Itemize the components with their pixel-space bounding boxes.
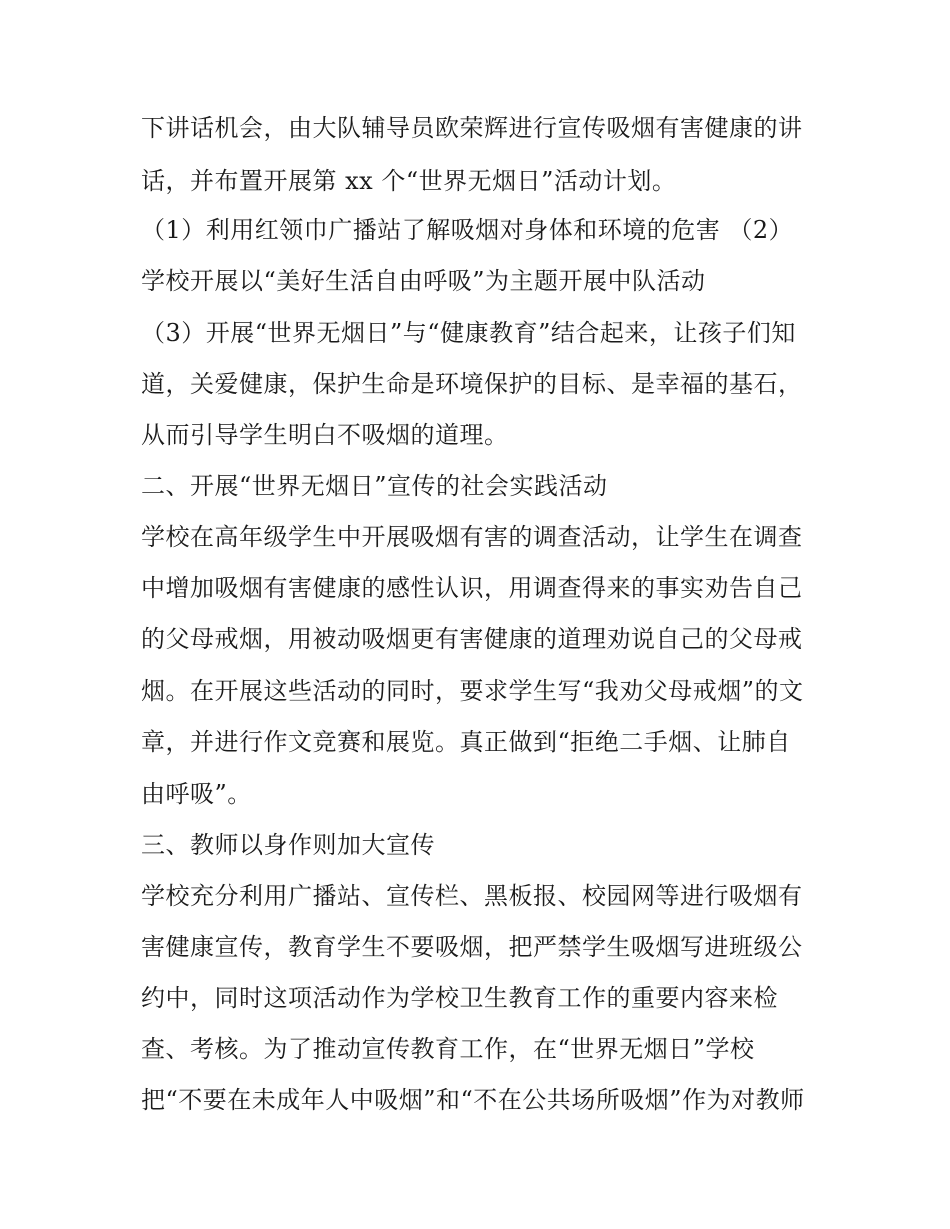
- text-line: 道，关爱健康，保护生命是环境保护的目标、是幸福的基石，: [141, 370, 803, 398]
- text-line: 话，并布置开展第 xx 个“世界无烟日”活动计划。: [141, 167, 677, 195]
- text-line: 下讲话机会，由大队辅导员欧荣辉进行宣传吸烟有害健康的讲: [141, 114, 803, 142]
- text-line: 烟。在开展这些活动的同时，要求学生写“我劝父母戒烟”的文: [141, 677, 804, 705]
- text-line: 查、考核。为了推动宣传教育工作，在“世界无烟日”学校: [141, 1035, 755, 1063]
- text-line: 约中，同时这项活动作为学校卫生教育工作的重要内容来检: [141, 984, 778, 1012]
- text-line: 由呼吸”。: [141, 780, 252, 808]
- text-line: （3）开展“世界无烟日”与“健康教育”结合起来，让孩子们知: [141, 319, 796, 347]
- text-line: 把“不要在未成年人中吸烟”和“不在公共场所吸烟”作为对教师: [141, 1086, 805, 1114]
- text-line: 学校充分利用广播站、宣传栏、黑板报、校园网等进行吸烟有: [141, 882, 803, 910]
- section-heading: 三、教师以身作则加大宣传: [141, 831, 435, 859]
- text-line: 学校在高年级学生中开展吸烟有害的调查活动，让学生在调查: [141, 523, 803, 551]
- text-line: （1）利用红领巾广播站了解吸烟对身体和环境的危害 （2）: [141, 216, 794, 244]
- text-line: 章，并进行作文竞赛和展览。真正做到“拒绝二手烟、让肺自: [141, 728, 791, 756]
- text-line: 的父母戒烟，用被动吸烟更有害健康的道理劝说自己的父母戒: [141, 625, 803, 653]
- text-line: 中增加吸烟有害健康的感性认识，用调查得来的事实劝告自己: [141, 574, 803, 602]
- text-line: 害健康宣传，教育学生不要吸烟，把严禁学生吸烟写进班级公: [141, 933, 803, 961]
- text-line: 学校开展以“美好生活自由呼吸”为主题开展中队活动: [141, 267, 706, 295]
- section-heading: 二、开展“世界无烟日”宣传的社会实践活动: [141, 472, 608, 500]
- text-line: 从而引导学生明白不吸烟的道理。: [141, 421, 509, 449]
